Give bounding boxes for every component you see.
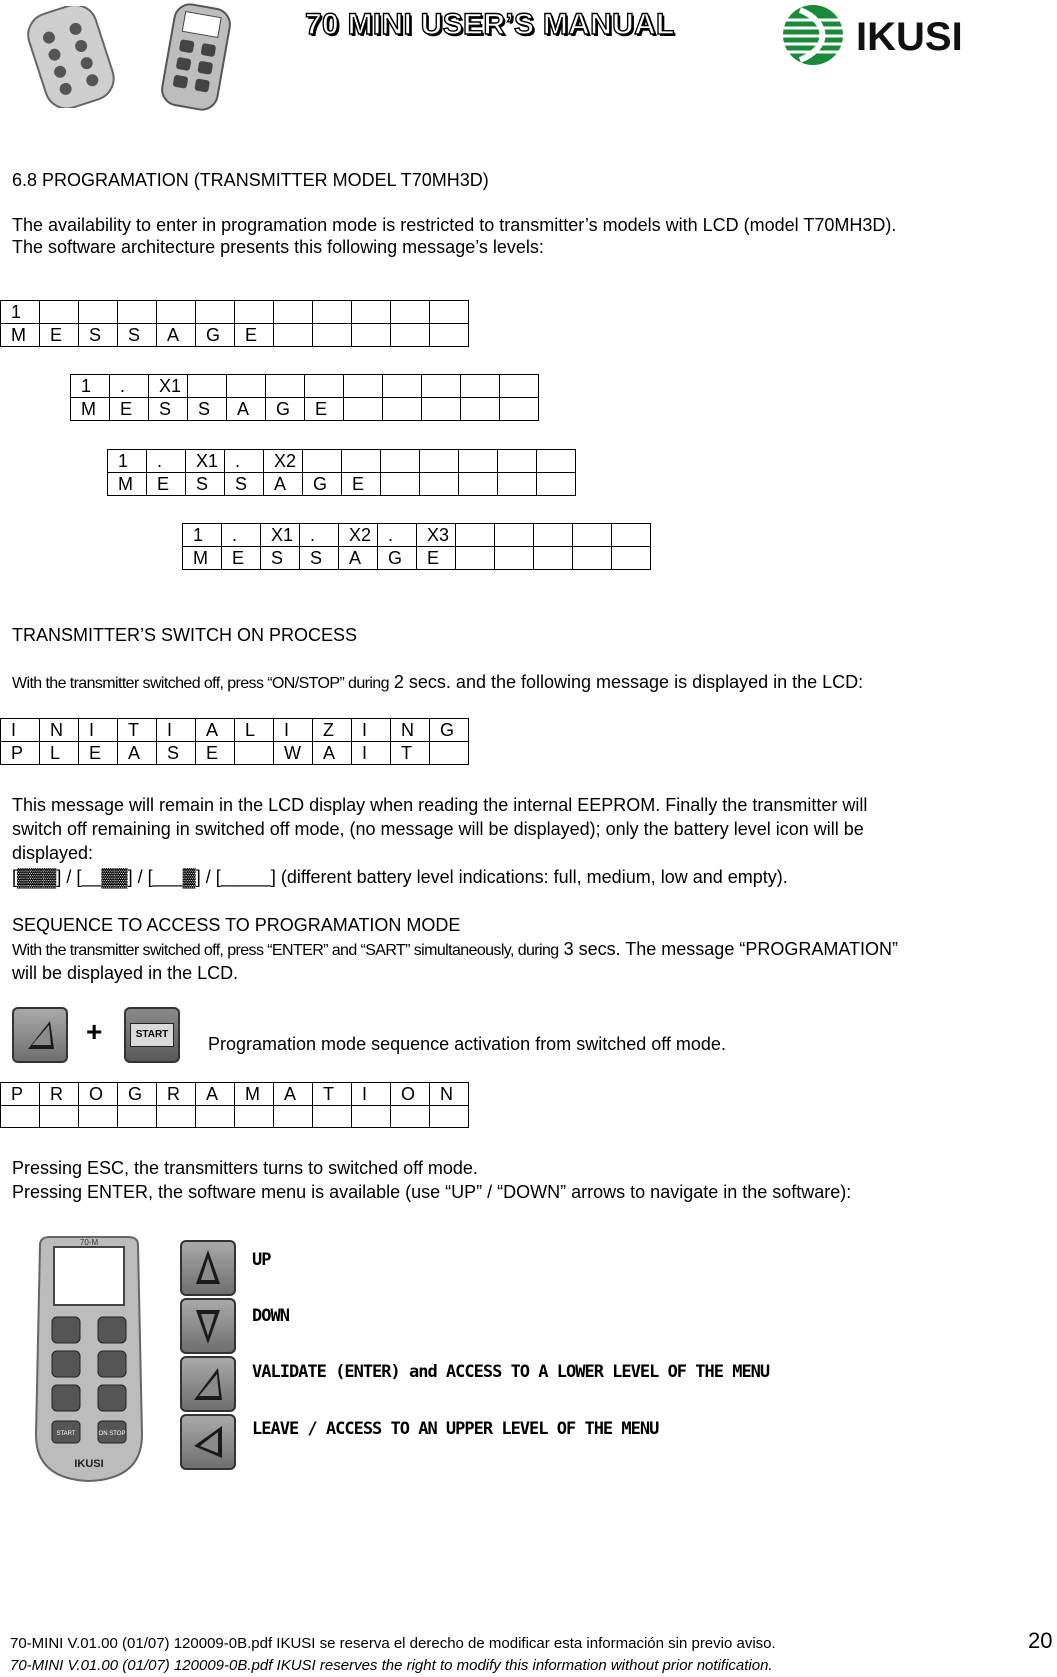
lcd-cell: L [235, 719, 274, 742]
lcd-cell [188, 375, 227, 398]
lcd-cell: I [274, 719, 313, 742]
lcd-cell [422, 375, 461, 398]
lcd-cell [381, 450, 420, 473]
lcd-cell [40, 1106, 79, 1128]
lcd-cell: E [417, 547, 456, 570]
lcd-cell: 1 [183, 524, 222, 547]
lcd-cell: N [430, 1083, 469, 1106]
lcd-cell [313, 301, 352, 324]
menu-label-escape: LEAVE / ACCESS TO AN UPPER LEVEL OF THE MENU [252, 1419, 659, 1439]
sequence-instruction-c: will be displayed in the LCD. [12, 963, 239, 983]
remote-onstop-label: ON STOP [98, 1431, 126, 1437]
lcd-cell: W [274, 742, 313, 765]
lcd-cell [344, 375, 383, 398]
lcd-cell: S [300, 547, 339, 570]
lcd-cell [196, 1106, 235, 1128]
eeprom-para-line-2: switch off remaining in switched off mode, (no message will be displayed); only the battery level icon will be [12, 819, 864, 839]
initializing-lcd [0, 718, 469, 765]
lcd-cell: . [378, 524, 417, 547]
lcd-cell [534, 524, 573, 547]
message-level-4-lcd [182, 523, 651, 570]
lcd-cell [274, 324, 313, 347]
lcd-cell [305, 375, 344, 398]
menu-label-enter: VALIDATE (ENTER) and ACCESS TO A LOWER LEVEL OF THE MENU [252, 1362, 770, 1382]
lcd-cell: G [266, 398, 305, 421]
footer-line-es: 70-MINI V.01.00 (01/07) 120009-0B.pdf IKUSI se reserva el derecho de modificar esta información sin previo aviso. [10, 1635, 776, 1652]
switch-on-heading: TRANSMITTER’S SWITCH ON PROCESS [12, 625, 358, 645]
lcd-cell: T [391, 742, 430, 765]
ikusi-logo [780, 2, 990, 68]
lcd-cell: Z [313, 719, 352, 742]
lcd-cell [573, 547, 612, 570]
lcd-cell [118, 1106, 157, 1128]
lcd-cell: E [79, 742, 118, 765]
lcd-cell: E [147, 473, 186, 496]
lcd-cell: I [352, 742, 391, 765]
remote-image-left [14, 6, 126, 108]
lcd-cell [612, 547, 651, 570]
lcd-cell: A [227, 398, 266, 421]
lcd-cell: L [40, 742, 79, 765]
lcd-cell: X3 [417, 524, 456, 547]
lcd-cell: X1 [186, 450, 225, 473]
lcd-cell [391, 301, 430, 324]
sequence-instruction [12, 937, 898, 963]
lcd-cell: O [79, 1083, 118, 1106]
lcd-cell: 1 [108, 450, 147, 473]
lcd-cell [420, 450, 459, 473]
enter-arrow-icon [14, 1009, 66, 1061]
lcd-cell [227, 375, 266, 398]
lcd-cell [456, 524, 495, 547]
lcd-cell: M [183, 547, 222, 570]
up-button-image [180, 1240, 236, 1296]
start-button-image [124, 1007, 180, 1063]
lcd-cell [118, 301, 157, 324]
lcd-cell: P [1, 742, 40, 765]
lcd-cell: . [225, 450, 264, 473]
battery-levels-line: [▓▓▓] / [__▓▓] / [___▓] / [_____] (different battery level indications: full, medium, low and empty). [12, 867, 788, 887]
lcd-cell [498, 473, 537, 496]
lcd-cell: E [235, 324, 274, 347]
lcd-cell: I [79, 719, 118, 742]
escape-menu-button-image [180, 1414, 236, 1470]
lcd-cell [430, 1106, 469, 1128]
enter-menu-button-image [180, 1356, 236, 1412]
lcd-cell [495, 547, 534, 570]
plus-sign: + [86, 1016, 103, 1047]
lcd-cell: M [71, 398, 110, 421]
lcd-cell: R [157, 1083, 196, 1106]
lcd-cell [352, 1106, 391, 1128]
lcd-cell: A [196, 1083, 235, 1106]
lcd-cell [383, 398, 422, 421]
programation-lcd [0, 1082, 469, 1128]
lcd-cell [344, 398, 383, 421]
escape-arrow-icon [182, 1416, 234, 1468]
lcd-cell: G [378, 547, 417, 570]
lcd-cell: A [274, 1083, 313, 1106]
message-level-1-lcd [0, 300, 469, 347]
lcd-cell [235, 301, 274, 324]
lcd-cell [391, 1106, 430, 1128]
lcd-cell: P [1, 1083, 40, 1106]
lcd-cell [459, 473, 498, 496]
enter-button-image [12, 1007, 68, 1063]
menu-label-up: UP [252, 1250, 271, 1270]
sequence-heading: SEQUENCE TO ACCESS TO PROGRAMATION MODE [12, 915, 461, 935]
lcd-cell: T [313, 1083, 352, 1106]
activation-text: Programation mode sequence activation from switched off mode. [208, 1034, 726, 1054]
lcd-cell [500, 375, 539, 398]
esc-line: Pressing ESC, the transmitters turns to switched off mode. [12, 1158, 478, 1178]
lcd-cell: E [196, 742, 235, 765]
lcd-cell [352, 324, 391, 347]
lcd-cell [79, 301, 118, 324]
message-level-3-lcd [107, 449, 576, 496]
lcd-cell [461, 375, 500, 398]
remote-start-label: START [56, 1431, 76, 1437]
lcd-cell [430, 301, 469, 324]
lcd-cell: S [157, 742, 196, 765]
eeprom-para-line-1: This message will remain in the LCD display when reading the internal EEPROM. Finally the transmitter will [12, 795, 868, 815]
svg-text:IKUSI: IKUSI [856, 15, 963, 59]
lcd-cell: A [157, 324, 196, 347]
lcd-cell: E [305, 398, 344, 421]
lcd-cell: E [342, 473, 381, 496]
lcd-cell [274, 301, 313, 324]
lcd-cell [157, 301, 196, 324]
lcd-cell [274, 1106, 313, 1128]
sequence-instruction-a: With the transmitter switched off, press “ENTER” and “SART” simultaneously, during [12, 942, 559, 959]
lcd-cell: I [352, 1083, 391, 1106]
remote-brand-label: IKUSI [74, 1458, 104, 1470]
lcd-cell: E [222, 547, 261, 570]
lcd-cell: . [110, 375, 149, 398]
lcd-cell [342, 450, 381, 473]
lcd-cell: X1 [261, 524, 300, 547]
lcd-cell [352, 301, 391, 324]
lcd-cell: R [40, 1083, 79, 1106]
down-button-image [180, 1298, 236, 1354]
lcd-cell [266, 375, 305, 398]
lcd-cell [495, 524, 534, 547]
lcd-cell: I [1, 719, 40, 742]
lcd-cell [40, 301, 79, 324]
lcd-cell [461, 398, 500, 421]
lcd-cell [537, 473, 576, 496]
lcd-cell: S [79, 324, 118, 347]
lcd-cell [235, 742, 274, 765]
lcd-cell: A [313, 742, 352, 765]
switch-on-instruction-b: 2 secs. and the following message is displayed in the LCD: [388, 672, 864, 692]
lcd-cell: 1 [71, 375, 110, 398]
lcd-cell: A [196, 719, 235, 742]
lcd-cell: X1 [149, 375, 188, 398]
intro-line-1: The availability to enter in programation mode is restricted to transmitter’s models with LCD (model T70MH3D). [12, 215, 897, 235]
lcd-cell [313, 324, 352, 347]
lcd-cell [1, 1106, 40, 1128]
lcd-cell: . [147, 450, 186, 473]
lcd-cell: X2 [339, 524, 378, 547]
lcd-cell: S [225, 473, 264, 496]
lcd-cell: M [108, 473, 147, 496]
lcd-cell [537, 450, 576, 473]
lcd-cell: I [157, 719, 196, 742]
lcd-cell: . [300, 524, 339, 547]
lcd-cell: N [40, 719, 79, 742]
lcd-cell [383, 375, 422, 398]
eeprom-para-line-3: displayed: [12, 843, 94, 863]
remote-illustration [30, 1235, 148, 1483]
switch-on-instruction [12, 670, 863, 696]
lcd-cell: S [186, 473, 225, 496]
lcd-cell: S [149, 398, 188, 421]
lcd-cell [313, 1106, 352, 1128]
lcd-cell: E [110, 398, 149, 421]
lcd-cell [303, 450, 342, 473]
footer-line-en: 70-MINI V.01.00 (01/07) 120009-0B.pdf IKUSI reserves the right to modify this information without prior notification. [10, 1657, 773, 1674]
lcd-cell [430, 324, 469, 347]
sequence-instruction-b: 3 secs. The message “PROGRAMATION” [558, 939, 898, 959]
lcd-cell: I [352, 719, 391, 742]
lcd-cell: G [430, 719, 469, 742]
lcd-cell: M [1, 324, 40, 347]
lcd-cell [573, 524, 612, 547]
section-title: 6.8 PROGRAMATION (TRANSMITTER MODEL T70MH3D) [12, 170, 489, 190]
lcd-cell [391, 324, 430, 347]
lcd-cell: N [391, 719, 430, 742]
switch-on-instruction-a: With the transmitter switched off, press “ON/STOP” during [12, 675, 389, 692]
up-arrow-icon [182, 1242, 234, 1294]
lcd-cell [196, 301, 235, 324]
lcd-cell [79, 1106, 118, 1128]
lcd-cell: O [391, 1083, 430, 1106]
page-number: 20 [1028, 1628, 1053, 1653]
lcd-cell [459, 450, 498, 473]
message-level-2-lcd [70, 374, 539, 421]
enter-arrow-icon [182, 1358, 234, 1410]
lcd-cell: S [188, 398, 227, 421]
lcd-cell: M [235, 1083, 274, 1106]
lcd-cell [430, 742, 469, 765]
lcd-cell [534, 547, 573, 570]
lcd-cell [157, 1106, 196, 1128]
lcd-cell [498, 450, 537, 473]
lcd-cell: E [40, 324, 79, 347]
lcd-cell [422, 398, 461, 421]
enter-line: Pressing ENTER, the software menu is available (use “UP” / “DOWN” arrows to navigate in the software): [12, 1182, 852, 1202]
intro-line-2: The software architecture presents this following message’s levels: [12, 237, 544, 257]
lcd-cell: . [222, 524, 261, 547]
remote-model-label: 70-M [79, 1238, 99, 1247]
lcd-cell [612, 524, 651, 547]
down-arrow-icon [182, 1300, 234, 1352]
lcd-cell: X2 [264, 450, 303, 473]
lcd-cell [235, 1106, 274, 1128]
lcd-cell: G [303, 473, 342, 496]
lcd-cell: A [339, 547, 378, 570]
lcd-cell: A [118, 742, 157, 765]
lcd-cell: S [261, 547, 300, 570]
lcd-cell: T [118, 719, 157, 742]
start-button-label: START [130, 1023, 174, 1047]
lcd-cell: A [264, 473, 303, 496]
page-title: 70 MINI USER’S MANUAL [305, 8, 675, 41]
lcd-cell [381, 473, 420, 496]
lcd-cell: G [196, 324, 235, 347]
menu-label-down: DOWN [252, 1306, 289, 1326]
lcd-cell: 1 [1, 301, 40, 324]
lcd-cell: S [118, 324, 157, 347]
lcd-cell: G [118, 1083, 157, 1106]
lcd-cell [420, 473, 459, 496]
remote-image-right [156, 2, 236, 112]
lcd-cell [500, 398, 539, 421]
lcd-cell [456, 547, 495, 570]
